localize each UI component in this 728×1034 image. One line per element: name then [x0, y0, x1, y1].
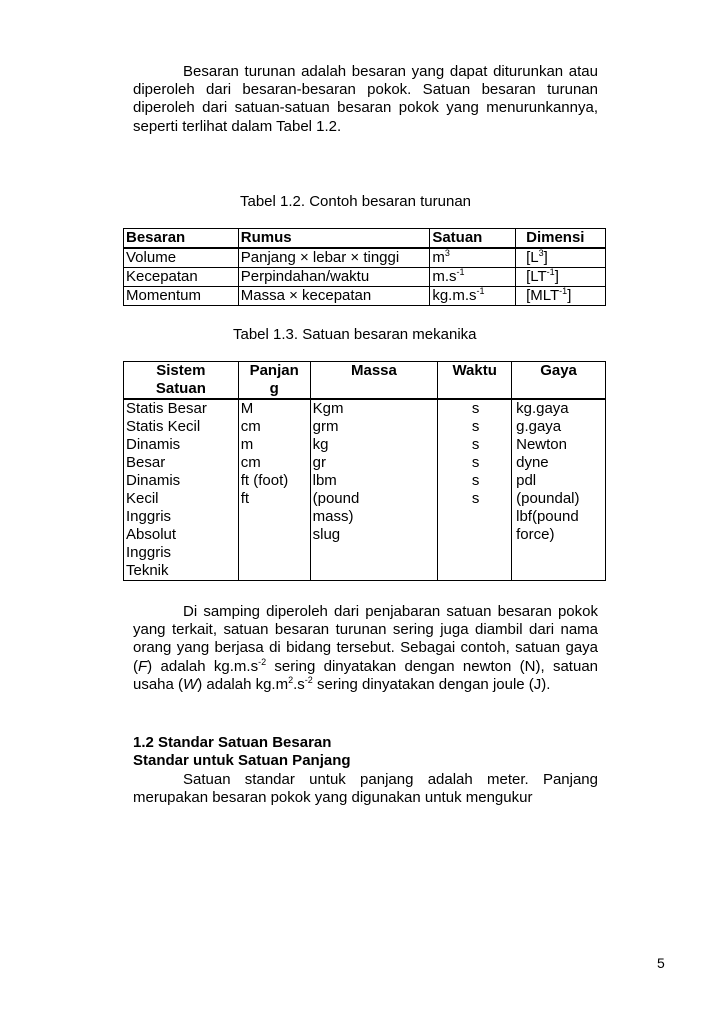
col-header-panjang: Panjan g	[238, 362, 310, 400]
cell-sistem: Statis Besar Statis Kecil Dinamis Besar Dinamis Kecil Inggris Absolut Inggris Teknik	[124, 399, 239, 581]
cell-besaran: Momentum	[124, 287, 239, 306]
page-number: 5	[657, 955, 665, 971]
table-row	[124, 287, 606, 306]
subsection-heading: Standar untuk Satuan Panjang	[133, 752, 351, 769]
cell-rumus: Panjang × lebar × tinggi	[238, 248, 430, 268]
col-header-sistem: Sistem Satuan	[124, 362, 239, 400]
cell-rumus: Perpindahan/waktu	[238, 268, 430, 287]
col-header-besaran: Besaran	[124, 229, 239, 249]
cell-besaran: Kecepatan	[124, 268, 239, 287]
cell-satuan: $m.s^{-1}$	[430, 268, 516, 287]
table-row	[124, 399, 606, 581]
table-1-3	[123, 361, 606, 581]
cell-dimensi: $[LT^{-1}]$	[516, 268, 606, 287]
cell-satuan: $m^3$	[430, 248, 516, 268]
col-header-waktu: Waktu	[438, 362, 512, 400]
table-header-row	[124, 362, 606, 400]
cell-dimensi: $[L^3]$	[516, 248, 606, 268]
col-header-massa: Massa	[310, 362, 438, 400]
table-row	[124, 268, 606, 287]
cell-satuan: $kg.m.s^{-1}$	[430, 287, 516, 306]
cell-dimensi: $[MLT^{-1}]$	[516, 287, 606, 306]
table-1-2-caption: Tabel 1.2. Contoh besaran turunan	[240, 193, 471, 210]
cell-massa: Kgm grm kg gr lbm (pound mass) slug	[310, 399, 438, 581]
length-paragraph: Satuan standar untuk panjang adalah meter. Panjang merupakan besaran pokok yang digunakan untuk mengukur	[133, 771, 598, 807]
cell-gaya: kg.gaya g.gaya Newton dyne pdl (poundal) lbf(pound force)	[512, 399, 606, 581]
cell-besaran: Volume	[124, 248, 239, 268]
table-row	[124, 248, 606, 268]
col-header-satuan: Satuan	[430, 229, 516, 249]
table-1-2	[123, 228, 606, 306]
table-header-row	[124, 229, 606, 249]
units-paragraph: Di samping diperoleh dari penjabaran satuan besaran pokok yang terkait, satuan besaran turunan sering juga diambil dari nama orang yang berjasa di bidang tersebut. Sebagai contoh, satuan gaya (F) adalah $kg.m.s^{-2}$ sering dinyatakan dengan newton (N), satuan usaha (W) adalah $kg.m^2.s^{-2}$ sering dinyatakan dengan joule (J).	[133, 603, 598, 693]
section-heading: 1.2 Standar Satuan Besaran	[133, 734, 332, 751]
cell-waktu: s s s s s s	[438, 399, 512, 581]
cell-rumus: Massa × kecepatan	[238, 287, 430, 306]
col-header-dimensi: Dimensi	[516, 229, 606, 249]
col-header-gaya: Gaya	[512, 362, 606, 400]
intro-paragraph: Besaran turunan adalah besaran yang dapat diturunkan atau diperoleh dari besaran-besaran pokok. Satuan besaran turunan diperoleh dari satuan-satuan besaran pokok yang menurunkannya, seperti terlihat dalam Tabel 1.2.	[133, 63, 598, 135]
table-1-3-caption: Tabel 1.3. Satuan besaran mekanika	[233, 326, 477, 343]
cell-panjang: M cm m cm ft (foot) ft	[238, 399, 310, 581]
col-header-rumus: Rumus	[238, 229, 430, 249]
